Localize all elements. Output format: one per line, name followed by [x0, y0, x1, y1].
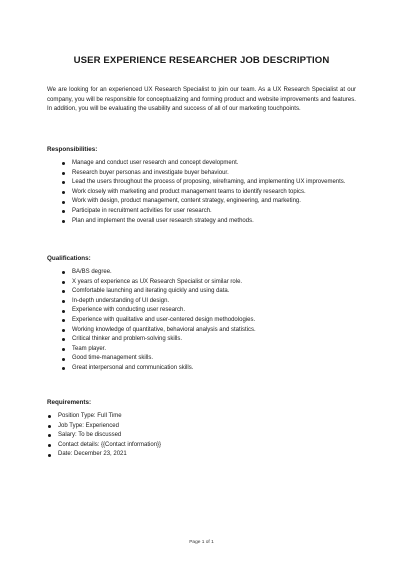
bullet-icon	[48, 454, 51, 457]
bullet-icon	[62, 201, 65, 204]
bullet-icon	[62, 210, 65, 213]
page-footer: Page 1 of 1	[189, 540, 214, 545]
list-item: Salary: To be discussed	[58, 431, 356, 441]
list-item: Participate in recruitment activities for user research.	[72, 207, 356, 217]
bullet-icon	[62, 310, 65, 313]
qualifications-list	[72, 268, 356, 374]
list-item: Team player.	[72, 345, 356, 355]
bullet-icon	[62, 220, 65, 223]
list-item: Contact details: {{Contact information}}	[58, 441, 356, 451]
requirements-heading: Requirements:	[47, 399, 92, 406]
list-item: Job Type: Experienced	[58, 422, 356, 432]
list-item: Experience with qualitative and user-centered design methodologies.	[72, 316, 356, 326]
list-item: Work closely with marketing and product management teams to identify research topics.	[72, 188, 356, 198]
list-item: Great interpersonal and communication skills.	[72, 364, 356, 374]
list-item: Plan and implement the overall user research strategy and methods.	[72, 217, 356, 227]
list-item: Position Type: Full Time	[58, 412, 356, 422]
list-item: Good time-management skills.	[72, 354, 356, 364]
list-item: Work with design, product management, content strategy, engineering, and marketing.	[72, 197, 356, 207]
bullet-icon	[62, 172, 65, 175]
bullet-icon	[62, 300, 65, 303]
bullet-icon	[62, 290, 65, 293]
responsibilities-heading: Responsibilities:	[47, 146, 98, 153]
list-item: Critical thinker and problem-solving skills.	[72, 335, 356, 345]
bullet-icon	[62, 338, 65, 341]
intro-paragraph: We are looking for an experienced UX Research Specialist to join our team. As a UX Research Specialist at our company, you will be responsible for conceptualizing and forming product and website improvements and features. In addition, you will be evaluating the usability and success of all of our marketing touchpoints.	[47, 86, 356, 113]
bullet-icon	[48, 444, 51, 447]
list-item: Experience with conducting user research.	[72, 306, 356, 316]
list-item: BA/BS degree.	[72, 268, 356, 278]
bullet-icon	[48, 415, 51, 418]
bullet-icon	[48, 425, 51, 428]
requirements-list	[58, 412, 356, 460]
bullet-icon	[62, 191, 65, 194]
bullet-icon	[62, 319, 65, 322]
page-title: USER EXPERIENCE RESEARCHER JOB DESCRIPTION	[73, 55, 330, 66]
bullet-icon	[62, 271, 65, 274]
list-item: Working knowledge of quantitative, behavioral analysis and statistics.	[72, 326, 356, 336]
bullet-icon	[62, 162, 65, 165]
list-item: Lead the users throughout the process of proposing, wireframing, and implementing UX improvements.	[72, 178, 356, 188]
list-item: X years of experience as UX Research Specialist or similar role.	[72, 278, 356, 288]
bullet-icon	[62, 329, 65, 332]
list-item: Date: December 23, 2021	[58, 450, 356, 460]
list-item: Comfortable launching and iterating quickly and using data.	[72, 287, 356, 297]
list-item: Research buyer personas and investigate buyer behaviour.	[72, 169, 356, 179]
bullet-icon	[62, 348, 65, 351]
bullet-icon	[62, 281, 65, 284]
responsibilities-list	[72, 159, 356, 226]
bullet-icon	[48, 434, 51, 437]
bullet-icon	[62, 181, 65, 184]
list-item: In-depth understanding of UI design.	[72, 297, 356, 307]
bullet-icon	[62, 358, 65, 361]
bullet-icon	[62, 367, 65, 370]
qualifications-heading: Qualifications:	[47, 255, 91, 262]
list-item: Manage and conduct user research and concept development.	[72, 159, 356, 169]
